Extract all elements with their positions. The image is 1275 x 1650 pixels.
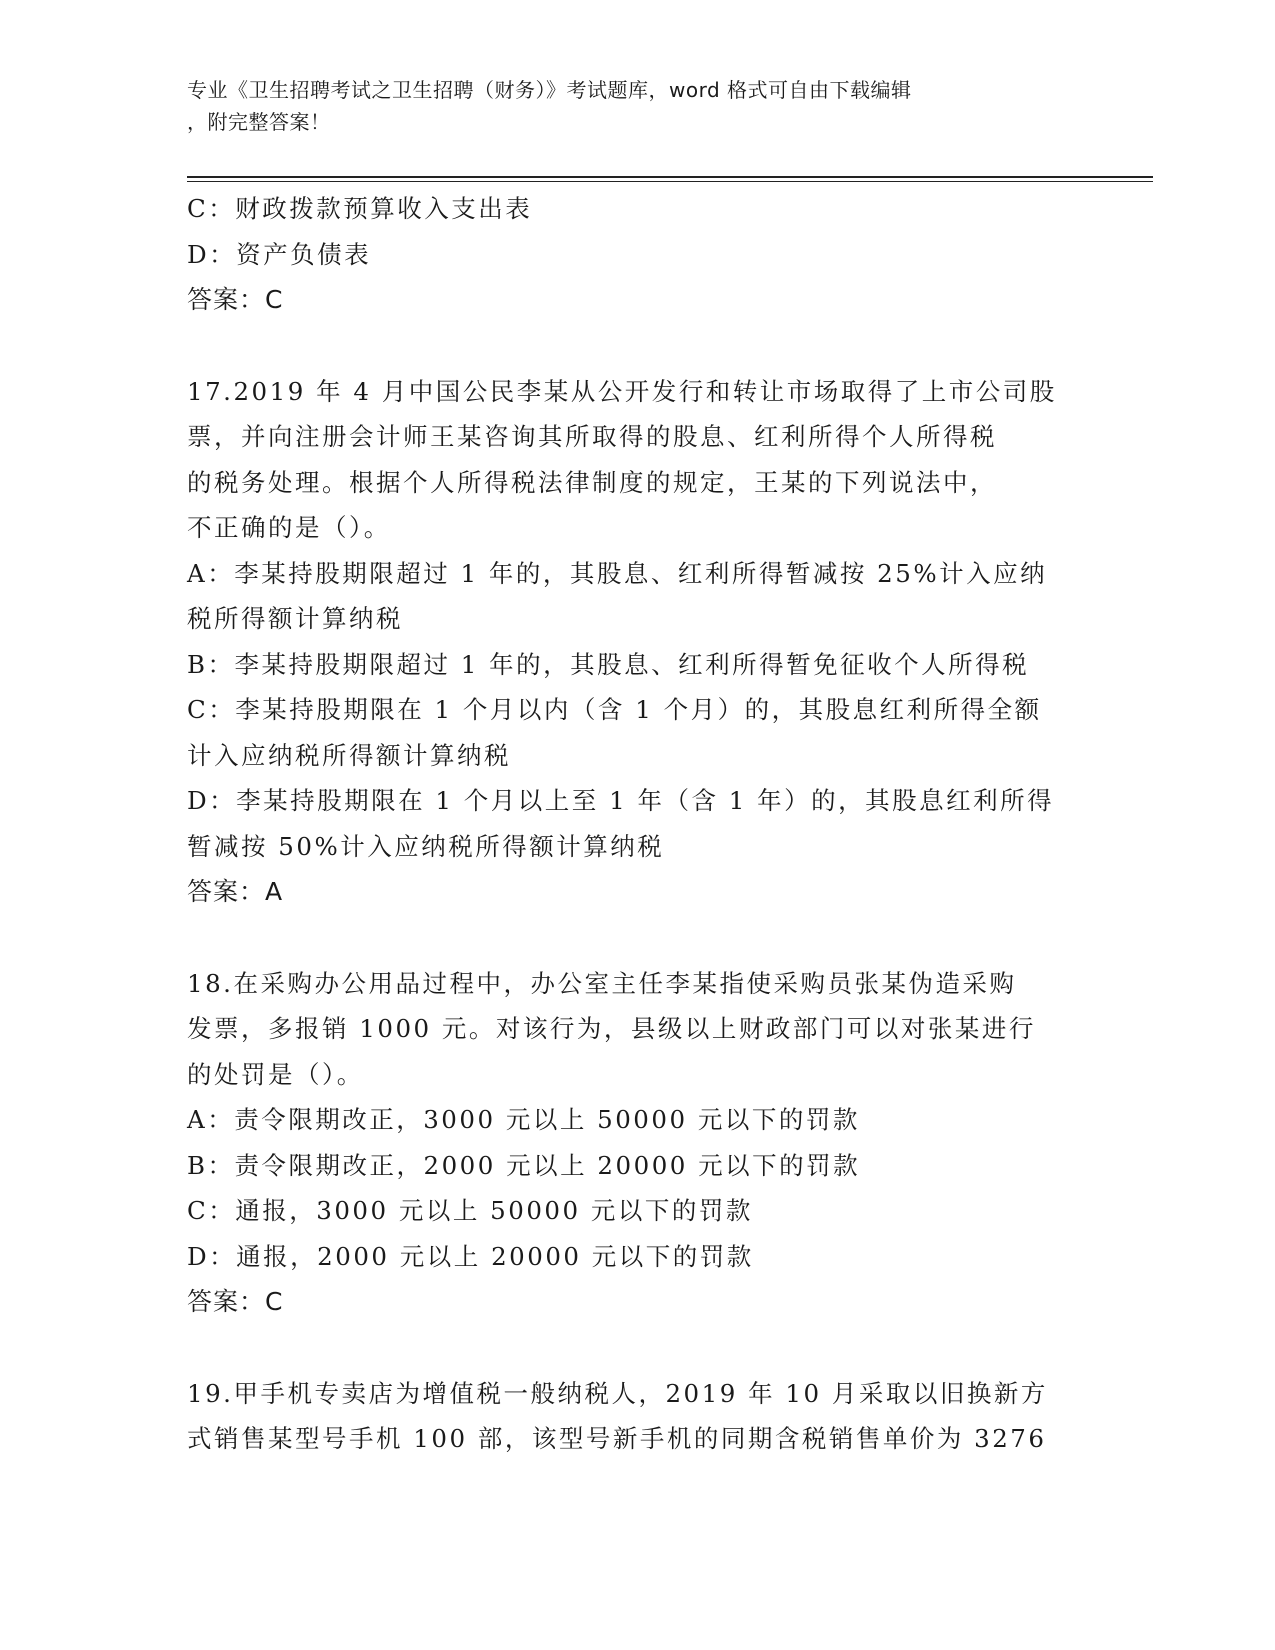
answer-line: 答案：C [187, 1287, 284, 1316]
question-line: D：通报，2000 元以上 20000 元以下的罚款 [187, 1241, 754, 1271]
question-line: A：责令限期改正，3000 元以上 50000 元以下的罚款 [187, 1105, 860, 1134]
block-spacer [187, 915, 1107, 961]
question-line: B：李某持股期限超过 1 年的，其股息、红利所得暂免征收个人所得税 [187, 649, 1030, 679]
question-line: A：李某持股期限超过 1 年的，其股息、红利所得暂减按 25%计入应纳 [187, 558, 1048, 588]
header-line: ，附完整答案！ [187, 110, 331, 134]
question-line: 式销售某型号手机 100 部，该型号新手机的同期含税销售单价为 3276 [187, 1424, 1047, 1453]
question-line: C：财政拨款预算收入支出表 [187, 194, 533, 223]
block-spacer [187, 323, 1107, 369]
header-line: 专业《卫生招聘考试之卫生招聘（财务）》考试题库，word 格式可自由下载编辑 [187, 78, 912, 102]
question-line: B：责令限期改正，2000 元以上 20000 元以下的罚款 [187, 1150, 861, 1180]
question-block [187, 369, 1107, 915]
question-line: D：李某持股期限在 1 个月以上至 1 年（含 1 年）的，其股息红利所得 [187, 786, 1055, 815]
question-line: D：资产负债表 [187, 239, 372, 269]
question-block [187, 961, 1107, 1325]
question-line: C：李某持股期限在 1 个月以内（含 1 个月）的，其股息红利所得全额 [187, 695, 1042, 724]
question-line: 不正确的是（）。 [187, 513, 391, 542]
question-line: 的处罚是（）。 [187, 1059, 364, 1089]
question-block [187, 1371, 1107, 1462]
document-body [187, 186, 1107, 1462]
header-divider [187, 176, 1153, 182]
question-line: 税所得额计算纳税 [187, 604, 403, 633]
question-line: 19.甲手机专卖店为增值税一般纳税人，2019 年 10 月采取以旧换新方 [187, 1378, 1048, 1408]
answer-line: 答案：C [187, 285, 284, 314]
question-block [187, 186, 1107, 323]
question-line: C：通报，3000 元以上 50000 元以下的罚款 [187, 1196, 753, 1225]
question-line: 计入应纳税所得额计算纳税 [187, 740, 511, 770]
page-header [187, 74, 1087, 138]
question-line: 暂减按 50%计入应纳税所得额计算纳税 [187, 831, 665, 861]
answer-line: 答案：A [187, 877, 284, 906]
question-line: 发票，多报销 1000 元。对该行为，县级以上财政部门可以对张某进行 [187, 1014, 1036, 1043]
question-line: 17.2019 年 4 月中国公民李某从公开发行和转让市场取得了上市公司股 [187, 376, 1057, 406]
question-line: 票，并向注册会计师王某咨询其所取得的股息、红利所得个人所得税 [187, 422, 997, 451]
question-line: 的税务处理。根据个人所得税法律制度的规定，王某的下列说法中， [187, 467, 997, 497]
question-line: 18.在采购办公用品过程中，办公室主任李某指使采购员张某伪造采购 [187, 968, 1017, 998]
block-spacer [187, 1325, 1107, 1371]
